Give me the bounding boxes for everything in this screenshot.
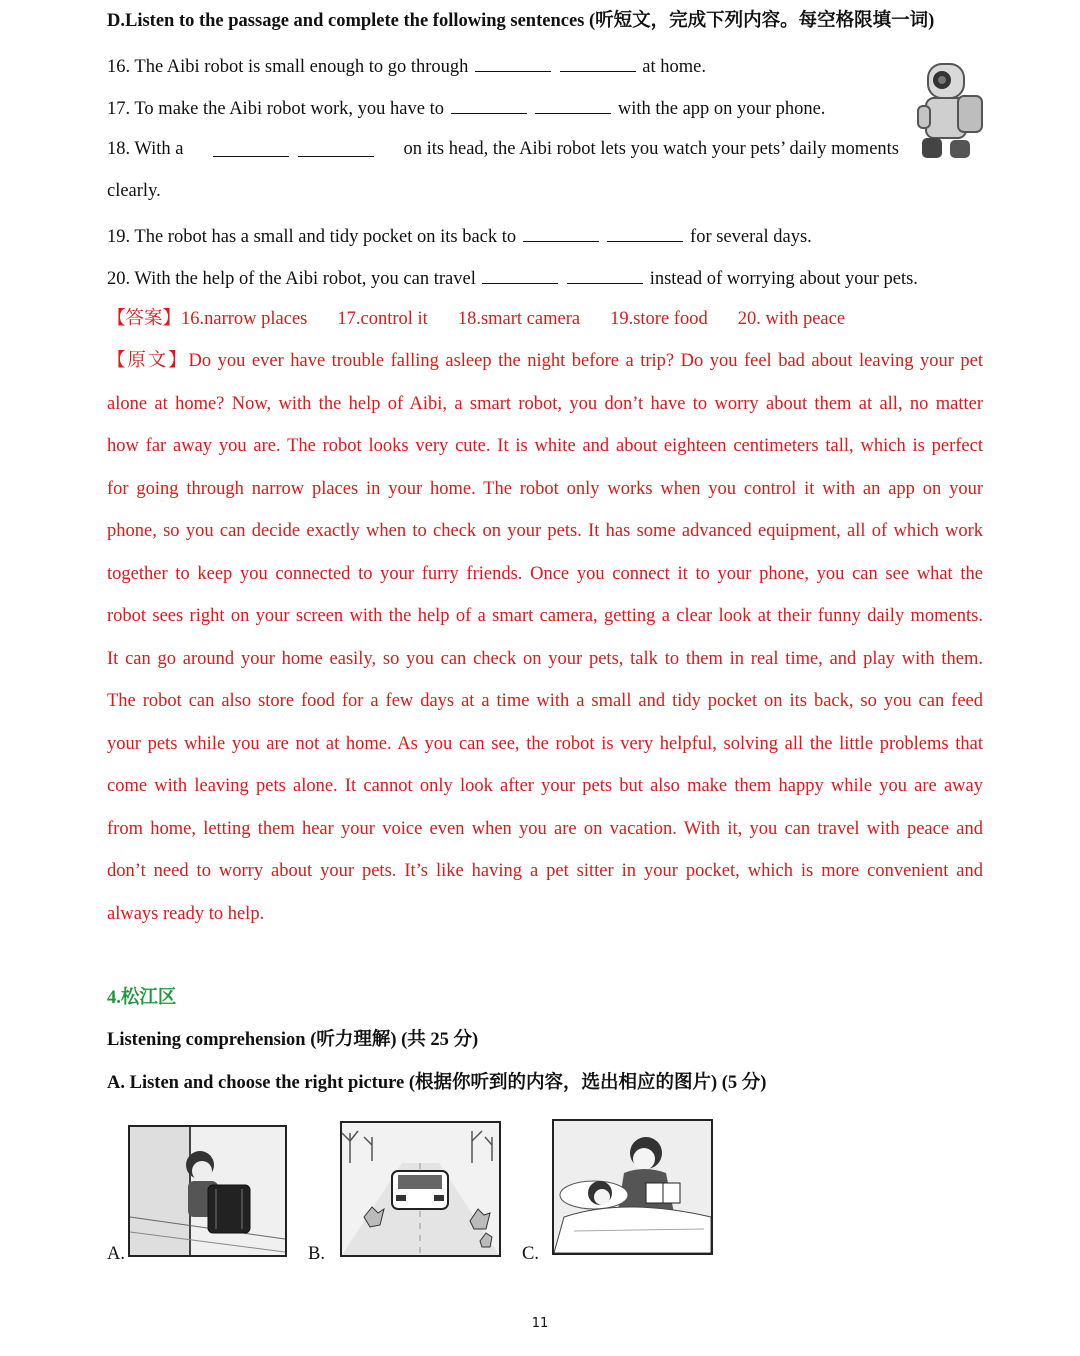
question-20-text-after: instead of worrying about your pets.: [649, 269, 918, 289]
listening-heading: [107, 1031, 478, 1050]
answer-tag: 【答案】: [107, 309, 182, 329]
option-c-picture[interactable]: [552, 1119, 713, 1255]
option-b-picture[interactable]: [340, 1121, 501, 1257]
part-a-heading: [107, 1074, 766, 1093]
blank[interactable]: [523, 225, 599, 242]
part-a-heading-en: A. Listen and choose the right picture: [107, 1073, 405, 1093]
answer-19: 19.store food: [610, 309, 708, 329]
listening-heading-cn: (听力理解) (共 25 分): [305, 1030, 479, 1050]
transcript-line: your pets while you are not at home. As you can see, the robot is very helpful, solving all the little problems that: [107, 734, 983, 754]
robot-illustration: [912, 60, 988, 164]
question-16: [107, 55, 706, 77]
section-d-heading-cn: (听短文，完成下列内容。每空格限填一词): [584, 11, 935, 31]
section-d-heading: [107, 12, 934, 31]
option-b-label: B.: [308, 1244, 325, 1264]
blank[interactable]: [560, 55, 636, 72]
option-a-picture[interactable]: [128, 1125, 287, 1257]
question-17-text-after: with the app on your phone.: [617, 99, 826, 119]
blank[interactable]: [451, 97, 527, 114]
question-16-text: 16. The Aibi robot is small enough to go through: [107, 57, 469, 77]
transcript-line: It can go around your home easily, so you can check on your pets, talk to them in real time, and play with them.: [107, 649, 983, 669]
question-16-text-after: at home.: [642, 57, 706, 77]
blank[interactable]: [535, 97, 611, 114]
blank[interactable]: [567, 267, 643, 284]
question-19: [107, 225, 812, 247]
listening-heading-en: Listening comprehension: [107, 1030, 306, 1050]
parent-reading-to-child-picture: [554, 1121, 711, 1253]
question-19-text-after: for several days.: [690, 227, 812, 247]
blank[interactable]: [298, 140, 374, 157]
blank[interactable]: [475, 55, 551, 72]
transcript-line: robot sees right on your screen with the help of a smart camera, getting a clear look at their funny daily moments.: [107, 606, 983, 626]
transcript-line: how far away you are. The robot looks very cute. It is white and about eighteen centimeters tall, which is perfect: [107, 436, 983, 456]
question-18-text-after: on its head, the Aibi robot lets you watch your pets’ daily moments: [403, 139, 899, 159]
transcript-line: always ready to help.: [107, 904, 265, 924]
transcript-line: come with leaving pets alone. It cannot only look after your pets but also make them happy while you are away: [107, 776, 983, 796]
transcript-line: from home, letting them hear your voice even when you are on vacation. With it, you can travel with peace and: [107, 819, 983, 839]
transcript-line: phone, so you can decide exactly when to check on your pets. It has some advanced equipment, all of which work: [107, 521, 983, 541]
transcript-line: The robot can also store food for a few days at a time with a small and tidy pocket on its back, so you can feed: [107, 691, 983, 711]
blank[interactable]: [213, 140, 289, 157]
page-number: 11: [531, 1316, 549, 1331]
transcript-line: alone at home? Now, with the help of Aibi, a smart robot, you don’t have to worry about them at all, no matter: [107, 394, 983, 414]
question-20-text: 20. With the help of the Aibi robot, you can travel: [107, 269, 476, 289]
section-d-heading-en: D.Listen to the passage and complete the following sentences: [107, 11, 585, 31]
question-19-text: 19. The robot has a small and tidy pocket on its back to: [107, 227, 517, 247]
question-20: [107, 267, 918, 289]
answer-key: [107, 310, 875, 329]
answer-17: 17.control it: [337, 309, 428, 329]
question-17-text: 17. To make the Aibi robot work, you have to: [107, 99, 444, 119]
question-18-continued: clearly.: [107, 181, 161, 201]
option-c-label: C.: [522, 1244, 539, 1264]
transcript-text: Do you ever have trouble falling asleep the night before a trip? Do you feel bad about leaving your pet: [188, 351, 983, 371]
transcript-line: [107, 352, 983, 371]
question-18: [107, 140, 899, 162]
question-17: [107, 97, 825, 119]
transcript-line: don’t need to worry about your pets. It’s like having a pet sitter in your pocket, which is more convenient and: [107, 861, 983, 881]
blank[interactable]: [482, 267, 558, 284]
transcript-line: for going through narrow places in your home. The robot only works when you control it with an app on your: [107, 479, 983, 499]
district-title: 4.松江区: [107, 988, 177, 1008]
car-with-deer-picture: [342, 1123, 499, 1255]
transcript-line: together to keep you connected to your furry friends. Once you connect it to your phone, you can see what the: [107, 564, 983, 584]
answer-18: 18.smart camera: [457, 309, 581, 329]
transcript-tag: 【原文】: [107, 351, 189, 371]
boy-with-suitcase-picture: [130, 1127, 285, 1255]
part-a-heading-cn: (根据你听到的内容，选出相应的图片) (5 分): [404, 1073, 767, 1093]
question-18-text: 18. With a: [107, 139, 184, 159]
answer-16: 16.narrow places: [181, 309, 308, 329]
option-a-label: A.: [107, 1244, 125, 1264]
blank[interactable]: [607, 225, 683, 242]
answer-20: 20. with peace: [737, 309, 846, 329]
